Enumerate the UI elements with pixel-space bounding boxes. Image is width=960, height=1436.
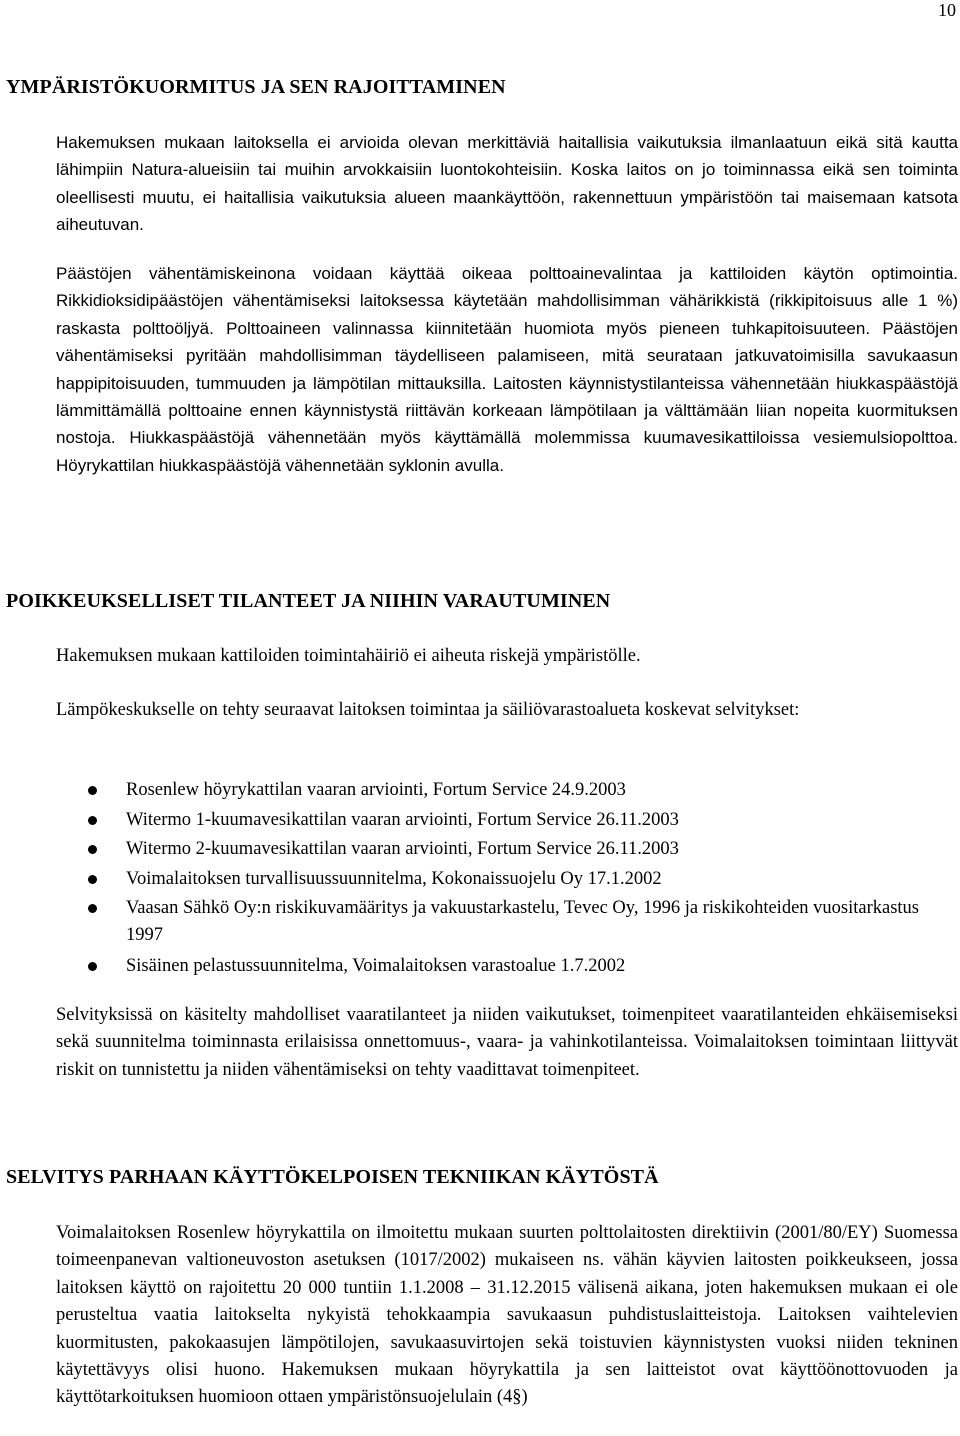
- paragraph-environment-impact: Hakemuksen mukaan laitoksella ei arvioida olevan merkittäviä haitallisia vaikutuksia ilmanlaatuun eikä sitä kautta lähimpiin Natura-alueisiin tai muihin arvokkaisiin luontokohteisiin. Koska laitos on jo toiminnassa eikä sen toiminta oleellisesti muutu, ei haitallisia vaikutuksia alueen maankäyttöön, rakennettuun ympäristöön tai maisemaan katsota aiheutuvan.: [56, 133, 958, 235]
- paragraph-bat-description: Voimalaitoksen Rosenlew höyrykattila on ilmoitettu mukaan suurten polttolaitosten direktiivin (2001/80/EY) Suomessa toimeenpanevan valtioneuvoston asetuksen (1017/2002) mukaiseen ns. vähän käyvien laitosten poikkeukseen, jossa laitoksen käyttö on rajoitettu 20 000 tuntiin 1.1.2008 – 31.12.2015 välisenä aikana, joten hakemuksen mukaan ei ole perusteltua vaatia laitokselta nykyistä tehokkaampia savukaasun puhdistuslaitteistoja. Laitoksen vaihtelevien kuormitusten, pakokaasujen lämpötilojen, savukaasuvirtojen sekä toistuvien käynnistysten vuoksi niiden tekninen käytettävyys olisi huono. Hakemuksen mukaan höyrykattila ja sen laitteistot ovat käyttöönottovuoden ja käyttötarkoituksen huomioon ottaen ympäristönsuojelulain (4§): [56, 1223, 958, 1408]
- list-item: Rosenlew höyrykattilan vaaran arviointi, Fortum Service 24.9.2003: [56, 776, 958, 806]
- list-item: Sisäinen pelastussuunnitelma, Voimalaitoksen varastoalue 1.7.2002: [56, 952, 958, 982]
- bullet-icon: [88, 816, 97, 825]
- bullet-icon: [88, 904, 97, 913]
- section-heading-bat: SELVITYS PARHAAN KÄYTTÖKELPOISEN TEKNIIKAN KÄYTÖSTÄ: [6, 1166, 659, 1188]
- section-heading-exceptional-situations: POIKKEUKSELLISET TILANTEET JA NIIHIN VARAUTUMINEN: [6, 590, 611, 612]
- section-heading-environment: YMPÄRISTÖKUORMITUS JA SEN RAJOITTAMINEN: [6, 76, 506, 98]
- paragraph-reports-intro: Lämpökeskukselle on tehty seuraavat laitoksen toimintaa ja säiliövarastoalueta koskevat selvitykset:: [56, 700, 800, 720]
- paragraph-report-summary: Selvityksissä on käsitelty mahdolliset vaaratilanteet ja niiden vaikutukset, toimenpiteet vaaratilanteiden ehkäisemiseksi sekä suunnitelma toiminnasta erilaisissa onnettomuus-, vaara- ja vahinkotilanteissa. Voimalaitoksen toimintaan liittyvät riskit on tunnistettu ja niiden vähentämiseksi on tehty vaadittavat toimenpiteet.: [56, 1005, 958, 1080]
- page-number: 10: [938, 0, 956, 20]
- paragraph-emission-reduction: Päästöjen vähentämiskeinona voidaan käyttää oikeaa polttoainevalintaa ja kattiloiden käytön optimointia. Rikkidioksidipäästöjen vähentämiseksi laitoksessa käytetään mahdollisimman vähärikkistä (rikkipitoisuus alle 1 %) raskasta polttoöljyä. Polttoaineen valinnassa kiinnitetään huomiota myös pieneen tuhkapitoisuuteen. Päästöjen vähentämiseksi pyritään mahdollisimman täydelliseen palamiseen, mitä seurataan jatkuvatoimisilla savukaasun happipitoisuuden, tummuuden ja lämpötilan mittauksilla. Laitosten käynnistystilanteissa vähennetään hiukkaspäästöjä lämmittämällä polttoaine ennen käynnistystä riittävän korkeaan lämpötilaan ja välttämään liian nopeita kuormituksen nostoja. Hiukkaspäästöjä vähennetään myös käyttämällä molemmissa kuumavesikattiloissa vesiemulsiopolttoa. Höyrykattilan hiukkaspäästöjä vähennetään syklonin avulla.: [56, 264, 958, 475]
- bullet-icon: [88, 786, 97, 795]
- bullet-icon: [88, 875, 97, 884]
- bullet-icon: [88, 962, 97, 971]
- paragraph-no-risk: Hakemuksen mukaan kattiloiden toimintahäiriö ei aiheuta riskejä ympäristölle.: [56, 646, 641, 666]
- list-item: Voimalaitoksen turvallisuussuunnitelma, Kokonaissuojelu Oy 17.1.2002: [56, 865, 958, 895]
- list-item: Witermo 1-kuumavesikattilan vaaran arviointi, Fortum Service 26.11.2003: [56, 806, 958, 836]
- list-item: Witermo 2-kuumavesikattilan vaaran arviointi, Fortum Service 26.11.2003: [56, 835, 958, 865]
- list-item: Vaasan Sähkö Oy:n riskikuvamääritys ja vakuustarkastelu, Tevec Oy, 1996 ja riskikohteiden vuositarkastus 1997: [56, 894, 958, 952]
- bullet-icon: [88, 845, 97, 854]
- report-list: [56, 776, 958, 981]
